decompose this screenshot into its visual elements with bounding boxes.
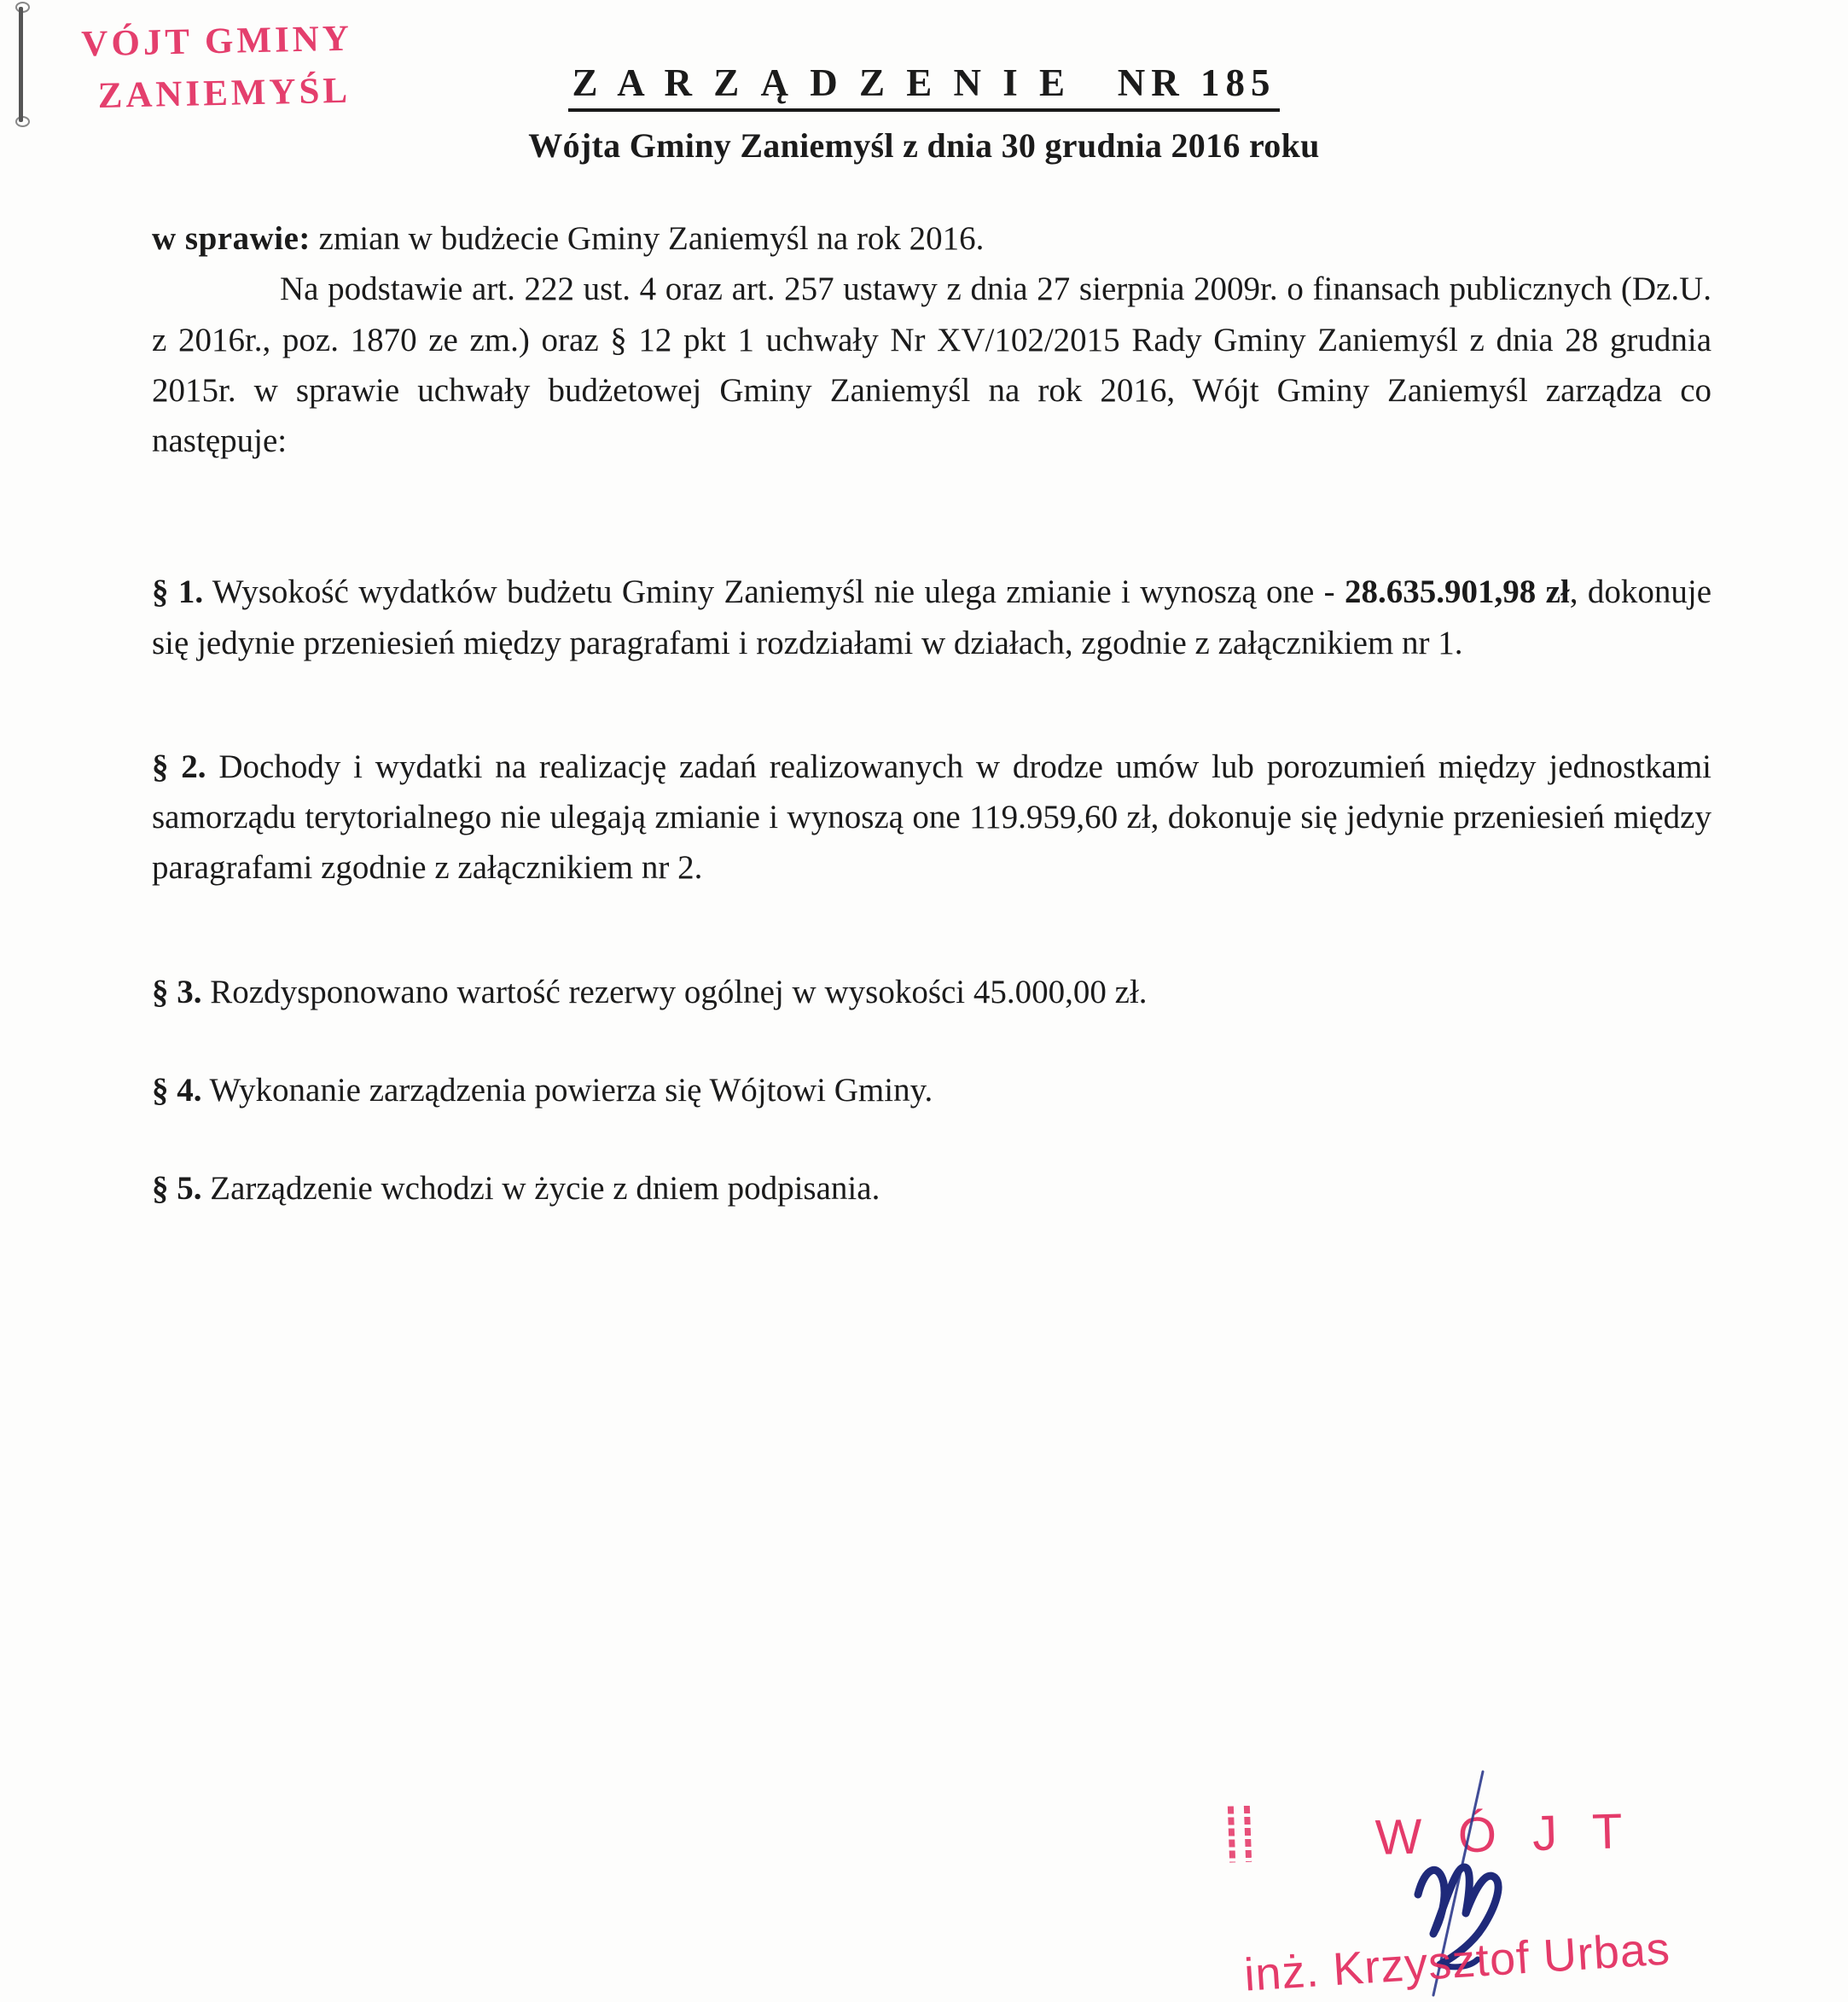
section-3-amount: 45.000,00 zł	[973, 973, 1139, 1010]
section-4-text: Wykonanie zarządzenia powierza się Wójtowi Gminy.	[201, 1071, 933, 1109]
section-1-mark: § 1.	[152, 573, 204, 611]
document-title: Z A R Z Ą D Z E N I E NR 185	[568, 61, 1279, 112]
section-1-amount: 28.635.901,98 zł	[1345, 573, 1570, 611]
spacer	[152, 668, 1711, 742]
spacer	[152, 1017, 1711, 1065]
section-2-text-before: Dochody i wydatki na realizację zadań realizowanych w drodze umów lub porozumień między jednostkami samorządu terytorialnego nie ulegają zmianie i wynoszą one	[152, 748, 1712, 836]
title-block	[0, 61, 1848, 166]
section-1-text-before: Wysokość wydatków budżetu Gminy Zaniemyśl nie ulega zmianie i wynoszą one -	[203, 573, 1345, 611]
section-5-text: Zarządzenie wchodzi w życie z dniem podpisania.	[201, 1170, 880, 1208]
subject-text: zmian w budżecie Gminy Zaniemyśl na rok 2016.	[310, 220, 985, 257]
section-2-amount: 119.959,60 zł	[969, 799, 1151, 836]
legal-basis-paragraph: Na podstawie art. 222 ust. 4 oraz art. 257 ustawy z dnia 27 sierpnia 2009r. o finansach publicznych (Dz.U. z 2016r., poz. 1870 ze zm.) oraz § 12 pkt 1 uchwały Nr XV/102/2015 Rady Gminy Zaniemyśl z dnia 28 grudnia 2015r. w sprawie uchwały budżetowej Gminy Zaniemyśl na rok 2016, Wójt Gminy Zaniemyśl zarządza co następuje:	[152, 271, 1711, 460]
section-3-text-before: Rozdysponowano wartość rezerwy ogólnej w wysokości	[201, 973, 973, 1010]
section-4	[152, 1065, 1711, 1115]
section-1	[152, 567, 1711, 668]
signature-block	[1177, 1775, 1826, 2002]
subject-line	[152, 213, 1711, 264]
section-2-text-after: , dokonuje się jedynie przeniesień między paragrafami zgodnie z załącznikiem nr 2.	[152, 799, 1711, 887]
section-5	[152, 1163, 1711, 1214]
header-stamp-line-1: VÓJT GMINY	[80, 18, 353, 65]
section-5-mark: § 5.	[152, 1170, 202, 1208]
spacer	[152, 893, 1711, 967]
section-4-mark: § 4.	[152, 1071, 202, 1109]
document-subtitle: Wójta Gminy Zaniemyśl z dnia 30 grudnia 2016 roku	[528, 126, 1320, 166]
section-3	[152, 967, 1711, 1017]
section-1-text-after: , dokonuje się jedynie przeniesień między paragrafami i rozdziałami w działach, zgodnie z załącznikiem nr 1.	[152, 573, 1712, 661]
subject-label: w sprawie:	[152, 220, 311, 257]
spacer	[152, 1115, 1711, 1163]
section-2	[152, 742, 1711, 893]
signature-stamp-name: inż. Krzysztof Urbas	[1242, 1923, 1672, 2001]
header-stamp-line-2: ZANIEMYŚL	[97, 70, 352, 116]
document-body	[152, 213, 1711, 1214]
signature-stamp-title: W Ó J T	[1374, 1803, 1635, 1866]
section-2-mark: § 2.	[152, 748, 206, 785]
section-3-mark: § 3.	[152, 973, 202, 1010]
spacer	[152, 466, 1711, 567]
stamp-decoration-bars	[1228, 1805, 1262, 1862]
section-3-text-after: .	[1138, 973, 1148, 1010]
